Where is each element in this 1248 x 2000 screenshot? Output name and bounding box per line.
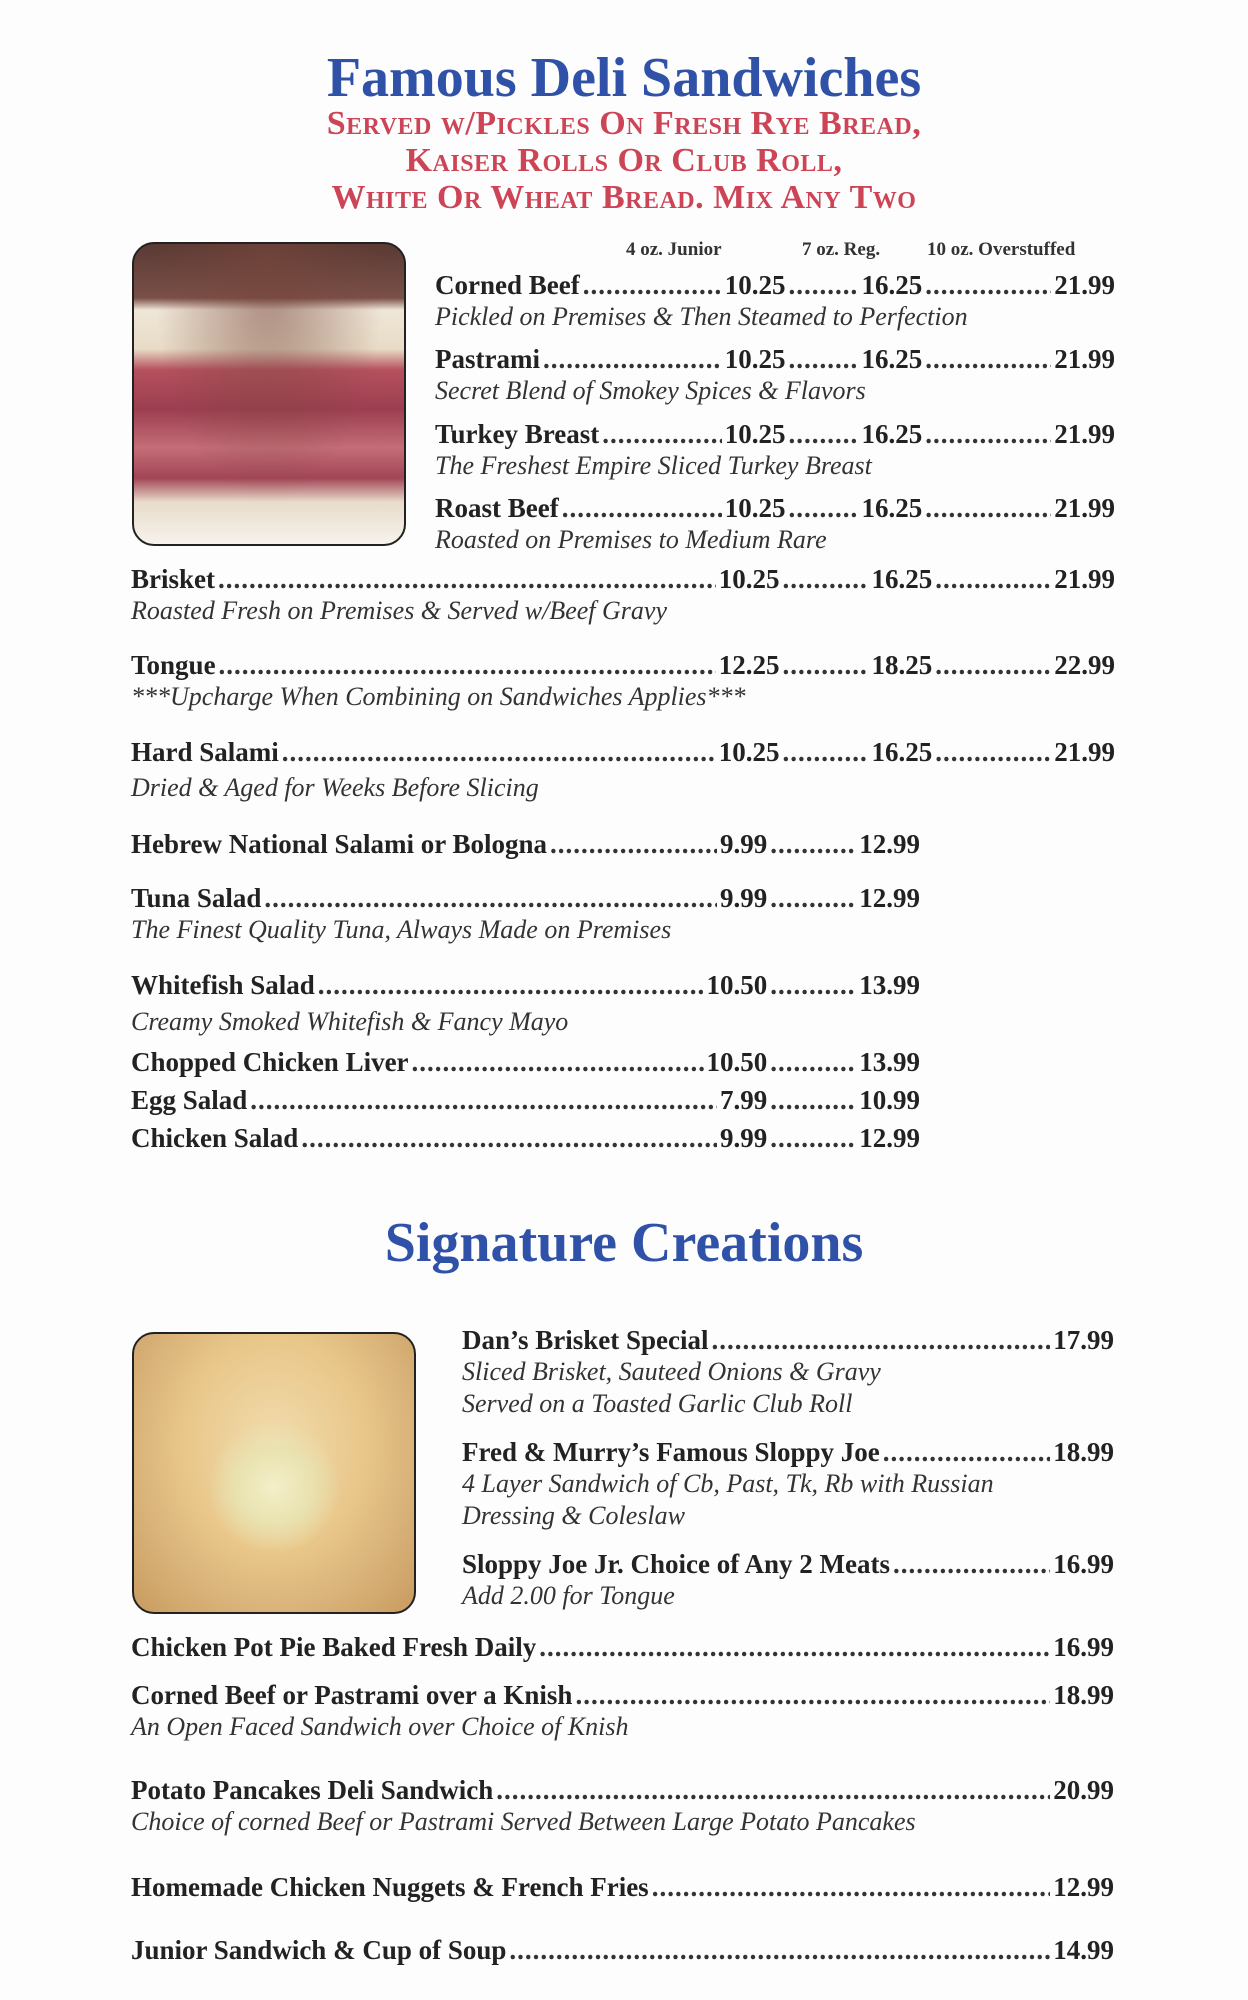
price-junior: 10.25 — [724, 493, 786, 523]
price-regular: 10.99 — [859, 1085, 920, 1115]
price-overstuffed: 21.99 — [1054, 419, 1115, 449]
menu-item-hebrew-national — [131, 827, 920, 861]
price-junior: 10.25 — [718, 737, 780, 767]
col-header-overstuffed: 10 oz. Overstuffed — [927, 239, 1076, 260]
item-description: Dried & Aged for Weeks Before Slicing — [131, 773, 539, 802]
menu-item-turkey-breast — [435, 417, 1115, 451]
item-description-line-2: Dressing & Coleslaw — [462, 1501, 685, 1530]
section-title-signature-creations: Signature Creations — [384, 1212, 864, 1274]
menu-item-chicken-salad — [131, 1121, 920, 1155]
chicken-pot-pie-photo — [132, 1332, 416, 1614]
price-junior: 10.50 — [706, 1047, 768, 1077]
item-description-line-1: An Open Faced Sandwich over Choice of Knish — [131, 1712, 629, 1741]
price-overstuffed: 21.99 — [1054, 270, 1115, 300]
item-name: Sloppy Joe Jr. Choice of Any 2 Meats — [462, 1549, 891, 1579]
menu-item-chopped-chicken-liver — [131, 1045, 920, 1079]
menu-item-famous-sloppy-joe — [462, 1435, 1114, 1469]
item-name: Junior Sandwich & Cup of Soup — [131, 1935, 507, 1965]
price-overstuffed: 21.99 — [1054, 564, 1115, 594]
item-name: Tuna Salad — [131, 883, 262, 913]
price-regular: 13.99 — [859, 1047, 920, 1077]
price-overstuffed: 21.99 — [1054, 737, 1115, 767]
menu-item-tongue — [131, 648, 1115, 682]
item-description: The Finest Quality Tuna, Always Made on Premises — [131, 915, 672, 944]
item-name: Dan’s Brisket Special — [462, 1325, 709, 1355]
col-header-junior: 4 oz. Junior — [626, 239, 722, 260]
price-junior: 9.99 — [720, 883, 768, 913]
price-regular: 12.99 — [859, 829, 920, 859]
item-name: Hebrew National Salami or Bologna — [131, 829, 548, 859]
menu-item-sloppy-joe-jr — [462, 1547, 1114, 1581]
item-description: The Freshest Empire Sliced Turkey Breast — [435, 451, 872, 480]
price-junior: 10.25 — [724, 344, 786, 374]
price-junior: 10.25 — [718, 564, 780, 594]
item-description-line-1: Sliced Brisket, Sauteed Onions & Gravy — [462, 1357, 881, 1386]
menu-item-chicken-nuggets — [131, 1870, 1114, 1904]
item-price: 16.99 — [1053, 1632, 1114, 1662]
item-name: Turkey Breast — [435, 419, 600, 449]
price-junior: 10.25 — [724, 270, 786, 300]
item-name: Tongue — [131, 650, 216, 680]
item-name: Chicken Pot Pie Baked Fresh Daily — [131, 1632, 537, 1662]
section-title-deli-sandwiches: Famous Deli Sandwiches — [326, 47, 922, 109]
item-name: Chopped Chicken Liver — [131, 1047, 409, 1077]
item-name: Potato Pancakes Deli Sandwich — [131, 1775, 494, 1805]
price-regular: 16.25 — [861, 419, 923, 449]
col-header-regular: 7 oz. Reg. — [802, 239, 881, 260]
item-description-line-2: Served on a Toasted Garlic Club Roll — [462, 1389, 853, 1418]
menu-item-pastrami — [435, 342, 1115, 376]
price-regular: 16.25 — [861, 493, 923, 523]
item-name: Corned Beef or Pastrami over a Knish — [131, 1680, 573, 1710]
price-regular: 16.25 — [871, 564, 933, 594]
menu-item-corned-beef — [435, 268, 1115, 302]
item-price: 20.99 — [1053, 1775, 1114, 1805]
item-price: 18.99 — [1053, 1680, 1114, 1710]
item-name: Chicken Salad — [131, 1123, 299, 1153]
price-regular: 12.99 — [859, 1123, 920, 1153]
menu-item-roast-beef — [435, 491, 1115, 525]
price-overstuffed: 21.99 — [1054, 344, 1115, 374]
item-price: 14.99 — [1053, 1935, 1114, 1965]
item-description: ***Upcharge When Combining on Sandwiches Applies*** — [131, 682, 746, 711]
menu-item-hard-salami — [131, 735, 1115, 769]
item-description-line-1: 4 Layer Sandwich of Cb, Past, Tk, Rb with Russian — [462, 1469, 994, 1498]
item-price: 16.99 — [1053, 1549, 1114, 1579]
menu-item-junior-sandwich-soup — [131, 1933, 1114, 1967]
item-description: Secret Blend of Smokey Spices & Flavors — [435, 376, 866, 405]
item-name: Brisket — [131, 564, 215, 594]
price-regular: 12.99 — [859, 883, 920, 913]
item-name: Roast Beef — [435, 493, 559, 523]
price-junior: 12.25 — [718, 650, 780, 680]
corned-beef-sandwich-photo — [132, 242, 406, 546]
item-name: Egg Salad — [131, 1085, 248, 1115]
item-name: Fred & Murry’s Famous Sloppy Joe — [462, 1437, 880, 1467]
item-name: Whitefish Salad — [131, 970, 315, 1000]
item-name: Corned Beef — [435, 270, 580, 300]
price-regular: 16.25 — [861, 270, 923, 300]
item-description-line-1: Add 2.00 for Tongue — [462, 1581, 675, 1610]
item-description: Roasted on Premises to Medium Rare — [435, 525, 827, 554]
subtitle-line-3: White Or Wheat Bread. Mix Any Two — [331, 179, 917, 216]
menu-item-chicken-pot-pie — [131, 1630, 1114, 1664]
menu-item-knish — [131, 1678, 1114, 1712]
subtitle-line-2: Kaiser Rolls Or Club Roll, — [405, 142, 843, 179]
item-name: Homemade Chicken Nuggets & French Fries — [131, 1872, 649, 1902]
menu-item-brisket — [131, 562, 1115, 596]
item-description: Creamy Smoked Whitefish & Fancy Mayo — [131, 1007, 569, 1036]
price-junior: 7.99 — [720, 1085, 768, 1115]
price-overstuffed: 21.99 — [1054, 493, 1115, 523]
item-description: Pickled on Premises & Then Steamed to Perfection — [435, 302, 968, 331]
price-regular: 18.25 — [871, 650, 933, 680]
price-junior: 9.99 — [720, 829, 768, 859]
item-name: Hard Salami — [131, 737, 279, 767]
item-price: 18.99 — [1053, 1437, 1114, 1467]
item-name: Pastrami — [435, 344, 540, 374]
item-description: Roasted Fresh on Premises & Served w/Beef Gravy — [131, 596, 667, 625]
menu-item-egg-salad — [131, 1083, 920, 1117]
menu-item-dans-brisket-special — [462, 1323, 1114, 1357]
price-regular: 16.25 — [871, 737, 933, 767]
menu-item-tuna-salad — [131, 881, 920, 915]
price-junior: 9.99 — [720, 1123, 768, 1153]
subtitle-line-1: Served w/Pickles On Fresh Rye Bread, — [326, 105, 922, 142]
item-description-line-1: Choice of corned Beef or Pastrami Served Between Large Potato Pancakes — [131, 1807, 916, 1836]
price-regular: 16.25 — [861, 344, 923, 374]
price-regular: 13.99 — [859, 970, 920, 1000]
menu-item-whitefish-salad — [131, 968, 920, 1002]
price-overstuffed: 22.99 — [1054, 650, 1115, 680]
item-price: 12.99 — [1053, 1872, 1114, 1902]
menu-item-potato-pancakes — [131, 1773, 1114, 1807]
price-junior: 10.25 — [724, 419, 786, 449]
price-junior: 10.50 — [706, 970, 768, 1000]
item-price: 17.99 — [1053, 1325, 1114, 1355]
